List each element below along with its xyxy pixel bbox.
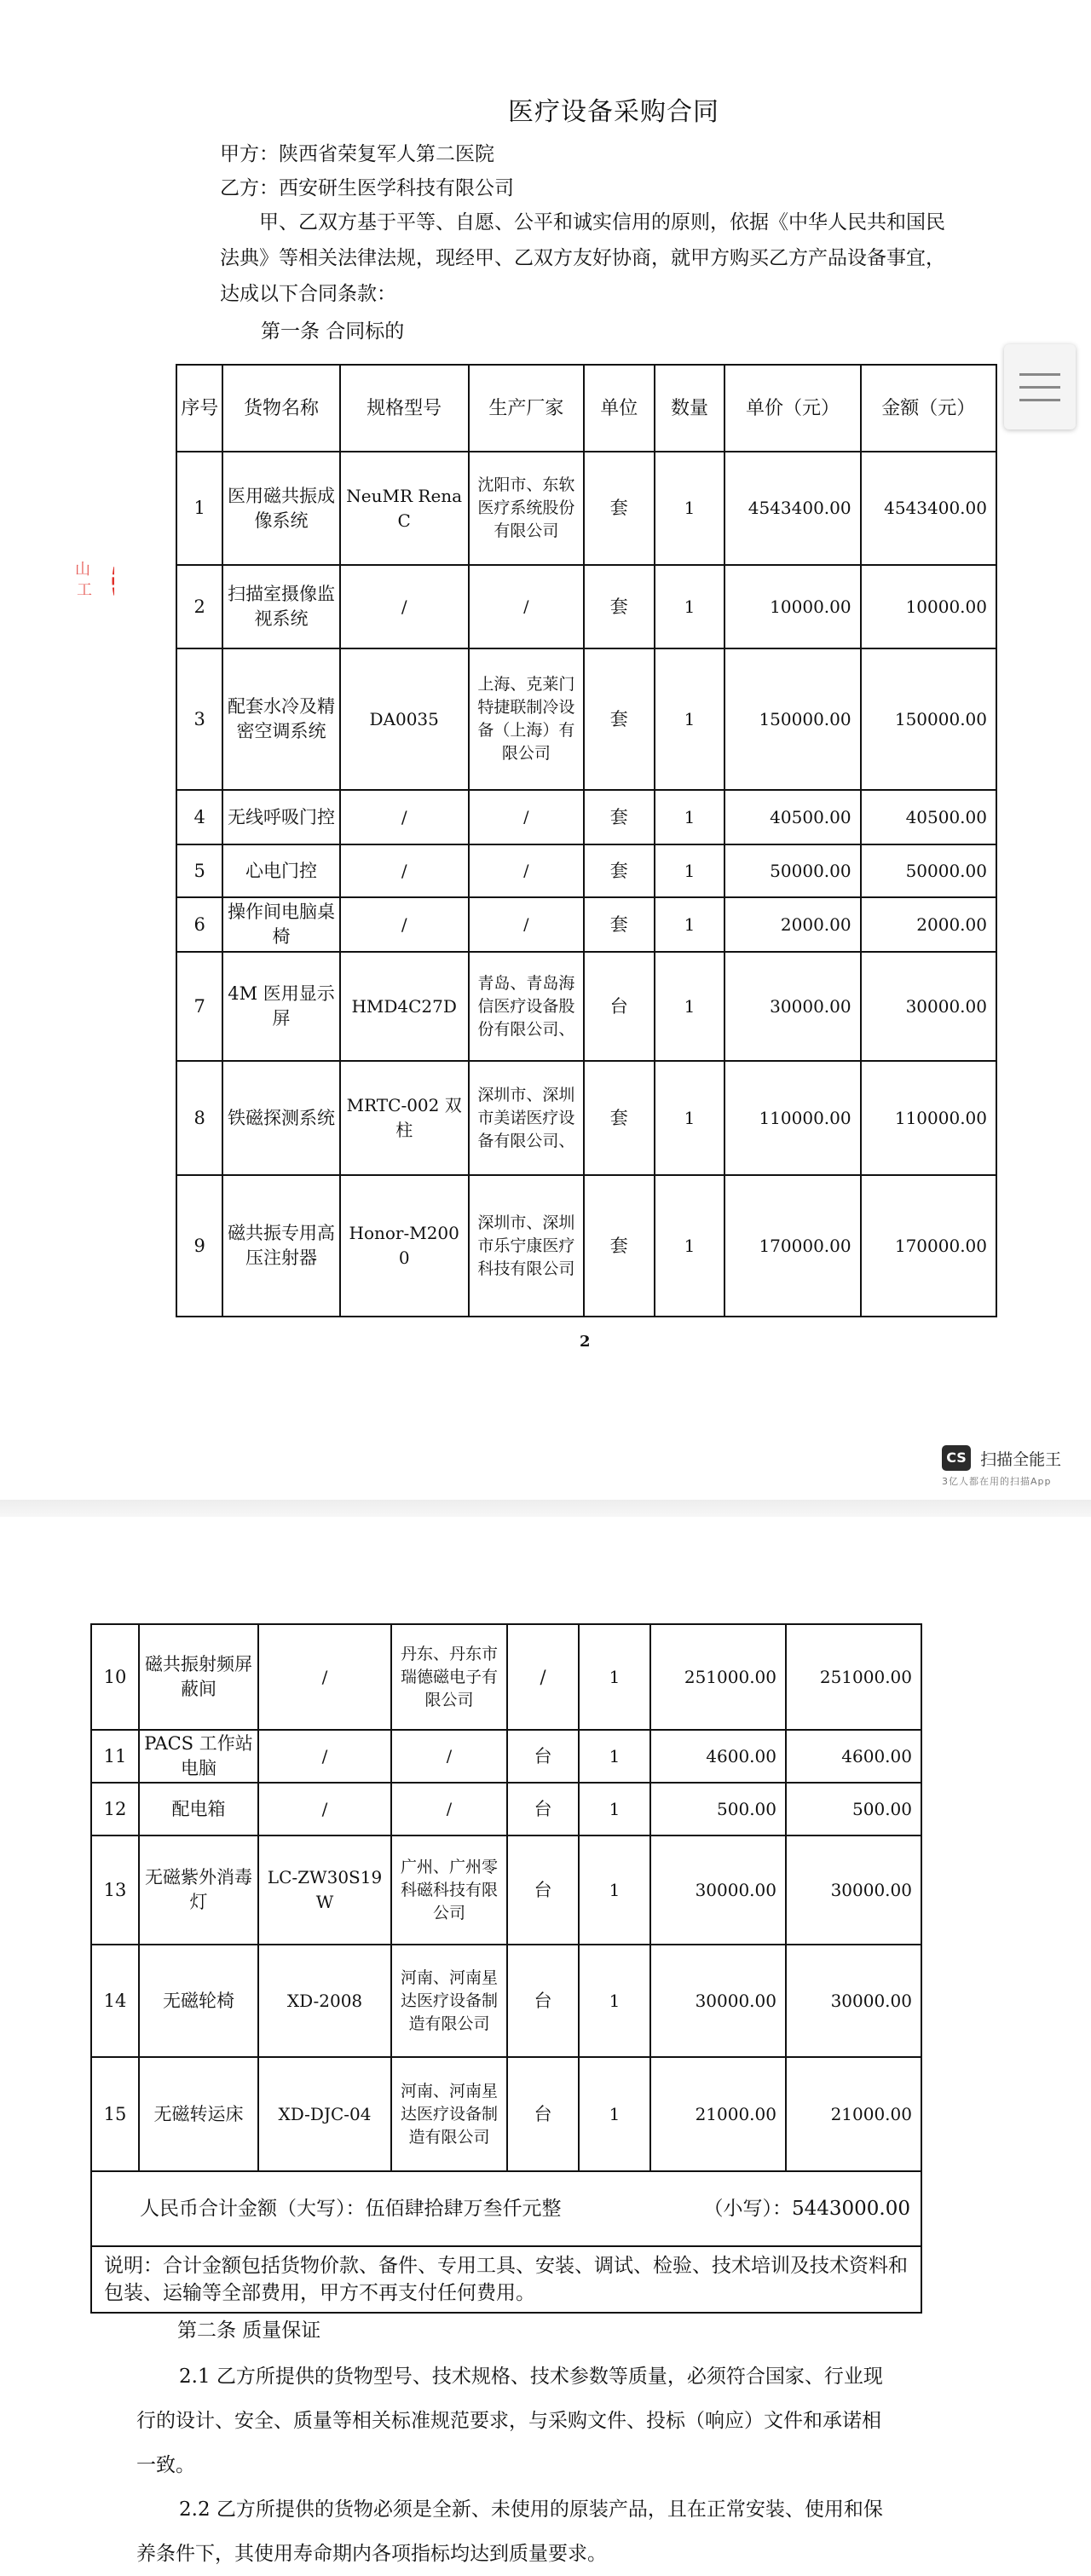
item-qty: 1 [655, 565, 725, 648]
row-no: 5 [176, 844, 222, 897]
item-qty: 1 [655, 452, 725, 565]
item-amount: 110000.00 [861, 1061, 996, 1175]
item-amount: 2000.00 [861, 897, 996, 952]
table-row [91, 1835, 921, 1945]
item-unit: 台 [507, 1945, 579, 2057]
item-unit: 台 [507, 1783, 579, 1835]
item-unit: / [507, 1624, 579, 1730]
item-price: 10000.00 [724, 565, 860, 648]
row-no: 14 [91, 1945, 139, 2057]
item-model: / [340, 565, 469, 648]
item-qty: 1 [579, 1624, 650, 1730]
item-model: / [258, 1730, 391, 1783]
table-row [176, 565, 996, 648]
item-model: DA0035 [340, 648, 469, 790]
table-row [176, 952, 996, 1061]
page-separator [0, 1500, 1091, 1517]
item-model: / [258, 1783, 391, 1835]
item-model: LC-ZW30S19W [258, 1835, 391, 1945]
item-unit: 套 [584, 1061, 655, 1175]
item-name: 磁共振射频屏蔽间 [139, 1624, 258, 1730]
item-price: 50000.00 [724, 844, 860, 897]
item-price: 110000.00 [724, 1061, 860, 1175]
clause-2-2: 2.2 乙方所提供的货物必须是全新、未使用的原装产品，且在正常安装、使用和保养条件下，其使用寿命期内各项指标均达到质量要求。 [136, 2498, 883, 2565]
item-qty: 1 [655, 844, 725, 897]
item-unit: 套 [584, 790, 655, 844]
total-row [91, 2171, 921, 2246]
item-model: / [340, 897, 469, 952]
goods-table-part1 [176, 364, 997, 1317]
item-qty: 1 [579, 1835, 650, 1945]
item-price: 2000.00 [724, 897, 860, 952]
item-name: 4M 医用显示屏 [222, 952, 339, 1061]
item-unit: 套 [584, 565, 655, 648]
header-unit: 单位 [584, 365, 655, 452]
item-price: 30000.00 [650, 1945, 786, 2057]
item-name: 配套水冷及精密空调系统 [222, 648, 339, 790]
preamble: 甲、乙双方基于平等、自愿、公平和诚实信用的原则，依据《中华人民共和国民法典》等相关法律法规，现经甲、乙双方友好协商，就甲方购买乙方产品设备事宜，达成以下合同条款： [220, 211, 945, 305]
item-qty: 1 [579, 1730, 650, 1783]
item-model: XD-DJC-04 [258, 2057, 391, 2171]
item-price: 150000.00 [724, 648, 860, 790]
item-model: / [340, 790, 469, 844]
page-number: 2 [580, 1333, 591, 1351]
row-no: 10 [91, 1624, 139, 1730]
item-maker: 上海、克莱门特捷联制冷设备（上海）有限公司 [469, 648, 584, 790]
header-qty: 数量 [655, 365, 725, 452]
item-name: 铁磁探测系统 [222, 1061, 339, 1175]
party-a: 甲方：陕西省荣复军人第二医院 [220, 143, 494, 165]
table-row [91, 1783, 921, 1835]
item-unit: 台 [507, 1730, 579, 1783]
header-amount: 金额（元） [861, 365, 996, 452]
item-price: 4600.00 [650, 1730, 786, 1783]
table-row [91, 1624, 921, 1730]
item-model: Honor-M2000 [340, 1175, 469, 1317]
table-row [176, 1061, 996, 1175]
item-qty: 1 [579, 1945, 650, 2057]
item-unit: 台 [507, 1835, 579, 1945]
row-no: 3 [176, 648, 222, 790]
hamburger-menu-icon [1019, 386, 1060, 389]
item-maker: / [469, 565, 584, 648]
item-maker: 广州、广州零科磁科技有限公司 [391, 1835, 507, 1945]
total-in-words: 人民币合计金额（大写）：伍佰肆拾肆万叁仟元整 [140, 2197, 562, 2220]
item-price: 21000.00 [650, 2057, 786, 2171]
table-row [91, 1945, 921, 2057]
document-title: 医疗设备采购合同 [508, 97, 719, 127]
item-name: 无磁轮椅 [139, 1945, 258, 2057]
table-row [176, 1175, 996, 1317]
item-maker: / [469, 790, 584, 844]
item-maker: 深圳市、深圳市乐宁康医疗科技有限公司 [469, 1175, 584, 1317]
item-unit: 套 [584, 452, 655, 565]
item-price: 30000.00 [724, 952, 860, 1061]
svg-text:山: 山 [75, 561, 90, 579]
item-qty: 1 [579, 1783, 650, 1835]
floating-menu-button[interactable] [1004, 344, 1076, 429]
header-model: 规格型号 [340, 365, 469, 452]
row-no: 2 [176, 565, 222, 648]
item-name: 扫描室摄像监视系统 [222, 565, 339, 648]
item-name: 无线呼吸门控 [222, 790, 339, 844]
item-maker: 青岛、青岛海信医疗设备股份有限公司、 [469, 952, 584, 1061]
item-amount: 30000.00 [861, 952, 996, 1061]
table-row [91, 1730, 921, 1783]
item-model: / [340, 844, 469, 897]
table-row [176, 897, 996, 952]
item-qty: 1 [655, 1175, 725, 1317]
item-maker: 丹东、丹东市瑞德磁电子有限公司 [391, 1624, 507, 1730]
item-name: 配电箱 [139, 1783, 258, 1835]
table-row [176, 844, 996, 897]
item-maker: 深圳市、深圳市美诺医疗设备有限公司、 [469, 1061, 584, 1175]
item-price: 170000.00 [724, 1175, 860, 1317]
row-no: 4 [176, 790, 222, 844]
article1-heading: 第一条 合同标的 [261, 320, 405, 343]
item-qty: 1 [655, 1061, 725, 1175]
item-amount: 21000.00 [786, 2057, 921, 2171]
item-name: PACS 工作站电脑 [139, 1730, 258, 1783]
item-qty: 1 [655, 790, 725, 844]
item-unit: 套 [584, 648, 655, 790]
article2-heading: 第二条 质量保证 [177, 2320, 321, 2342]
watermark-brand: 扫描全能王 [980, 1449, 1062, 1469]
item-price: 251000.00 [650, 1624, 786, 1730]
hamburger-menu-icon [1019, 399, 1060, 401]
item-price: 4543400.00 [724, 452, 860, 565]
item-unit: 套 [584, 897, 655, 952]
row-no: 9 [176, 1175, 222, 1317]
item-unit: 套 [584, 844, 655, 897]
item-price: 40500.00 [724, 790, 860, 844]
item-maker: 沈阳市、东软医疗系统股份有限公司 [469, 452, 584, 565]
svg-text:工: 工 [77, 581, 92, 599]
party-b: 乙方：西安研生医学科技有限公司 [220, 177, 514, 199]
item-name: 无磁转运床 [139, 2057, 258, 2171]
item-amount: 251000.00 [786, 1624, 921, 1730]
item-amount: 50000.00 [861, 844, 996, 897]
table-note: 说明：合计金额包括货物价款、备件、专用工具、安装、调试、检验、技术培训及技术资料和包装、运输等全部费用，甲方不再支付任何费用。 [91, 2246, 921, 2313]
item-maker: / [391, 1730, 507, 1783]
item-maker: / [469, 844, 584, 897]
item-qty: 1 [579, 2057, 650, 2171]
table-row [176, 648, 996, 790]
item-maker: / [391, 1783, 507, 1835]
red-seal-stamp [58, 510, 114, 653]
item-amount: 30000.00 [786, 1835, 921, 1945]
row-no: 11 [91, 1730, 139, 1783]
item-amount: 30000.00 [786, 1945, 921, 2057]
item-amount: 10000.00 [861, 565, 996, 648]
item-qty: 1 [655, 952, 725, 1061]
header-name: 货物名称 [222, 365, 339, 452]
goods-table-part2 [90, 1623, 922, 2314]
item-amount: 170000.00 [861, 1175, 996, 1317]
scanner-watermark [942, 1445, 1061, 1488]
item-name: 心电门控 [222, 844, 339, 897]
total-in-figures: （小写）：5443000.00 [703, 2197, 910, 2220]
row-no: 8 [176, 1061, 222, 1175]
item-name: 无磁紫外消毒灯 [139, 1835, 258, 1945]
item-qty: 1 [655, 648, 725, 790]
row-no: 15 [91, 2057, 139, 2171]
item-amount: 4600.00 [786, 1730, 921, 1783]
table-row [91, 2057, 921, 2171]
item-model: / [258, 1624, 391, 1730]
item-amount: 4543400.00 [861, 452, 996, 565]
row-no: 6 [176, 897, 222, 952]
item-model: XD-2008 [258, 1945, 391, 2057]
item-price: 30000.00 [650, 1835, 786, 1945]
camscanner-logo-icon: CS [942, 1445, 971, 1471]
item-amount: 150000.00 [861, 648, 996, 790]
row-no: 13 [91, 1835, 139, 1945]
row-no: 1 [176, 452, 222, 565]
item-unit: 台 [507, 2057, 579, 2171]
document-page-2 [0, 1517, 1091, 2565]
note-row [91, 2246, 921, 2313]
item-maker: 河南、河南星达医疗设备制造有限公司 [391, 1945, 507, 2057]
header-price: 单价（元） [724, 365, 860, 452]
item-name: 医用磁共振成像系统 [222, 452, 339, 565]
item-name: 磁共振专用高压注射器 [222, 1175, 339, 1317]
item-maker: 河南、河南星达医疗设备制造有限公司 [391, 2057, 507, 2171]
header-maker: 生产厂家 [469, 365, 584, 452]
item-unit: 套 [584, 1175, 655, 1317]
table-row [176, 790, 996, 844]
watermark-tagline: 3亿人都在用的扫描App [942, 1476, 1052, 1487]
item-maker: / [469, 897, 584, 952]
row-no: 7 [176, 952, 222, 1061]
row-no: 12 [91, 1783, 139, 1835]
table-header-row [176, 365, 996, 452]
hamburger-menu-icon [1019, 373, 1060, 376]
item-name: 操作间电脑桌椅 [222, 897, 339, 952]
item-qty: 1 [655, 897, 725, 952]
item-price: 500.00 [650, 1783, 786, 1835]
item-model: NeuMR Rena C [340, 452, 469, 565]
item-amount: 500.00 [786, 1783, 921, 1835]
item-unit: 台 [584, 952, 655, 1061]
table-row [176, 452, 996, 565]
item-amount: 40500.00 [861, 790, 996, 844]
item-model: HMD4C27D [340, 952, 469, 1061]
header-no: 序号 [176, 365, 222, 452]
item-model: MRTC-002 双柱 [340, 1061, 469, 1175]
clause-2-1: 2.1 乙方所提供的货物型号、技术规格、技术参数等质量，必须符合国家、行业现行的设计、安全、质量等相关标准规范要求，与采购文件、投标（响应）文件和承诺相一致。 [136, 2366, 883, 2476]
